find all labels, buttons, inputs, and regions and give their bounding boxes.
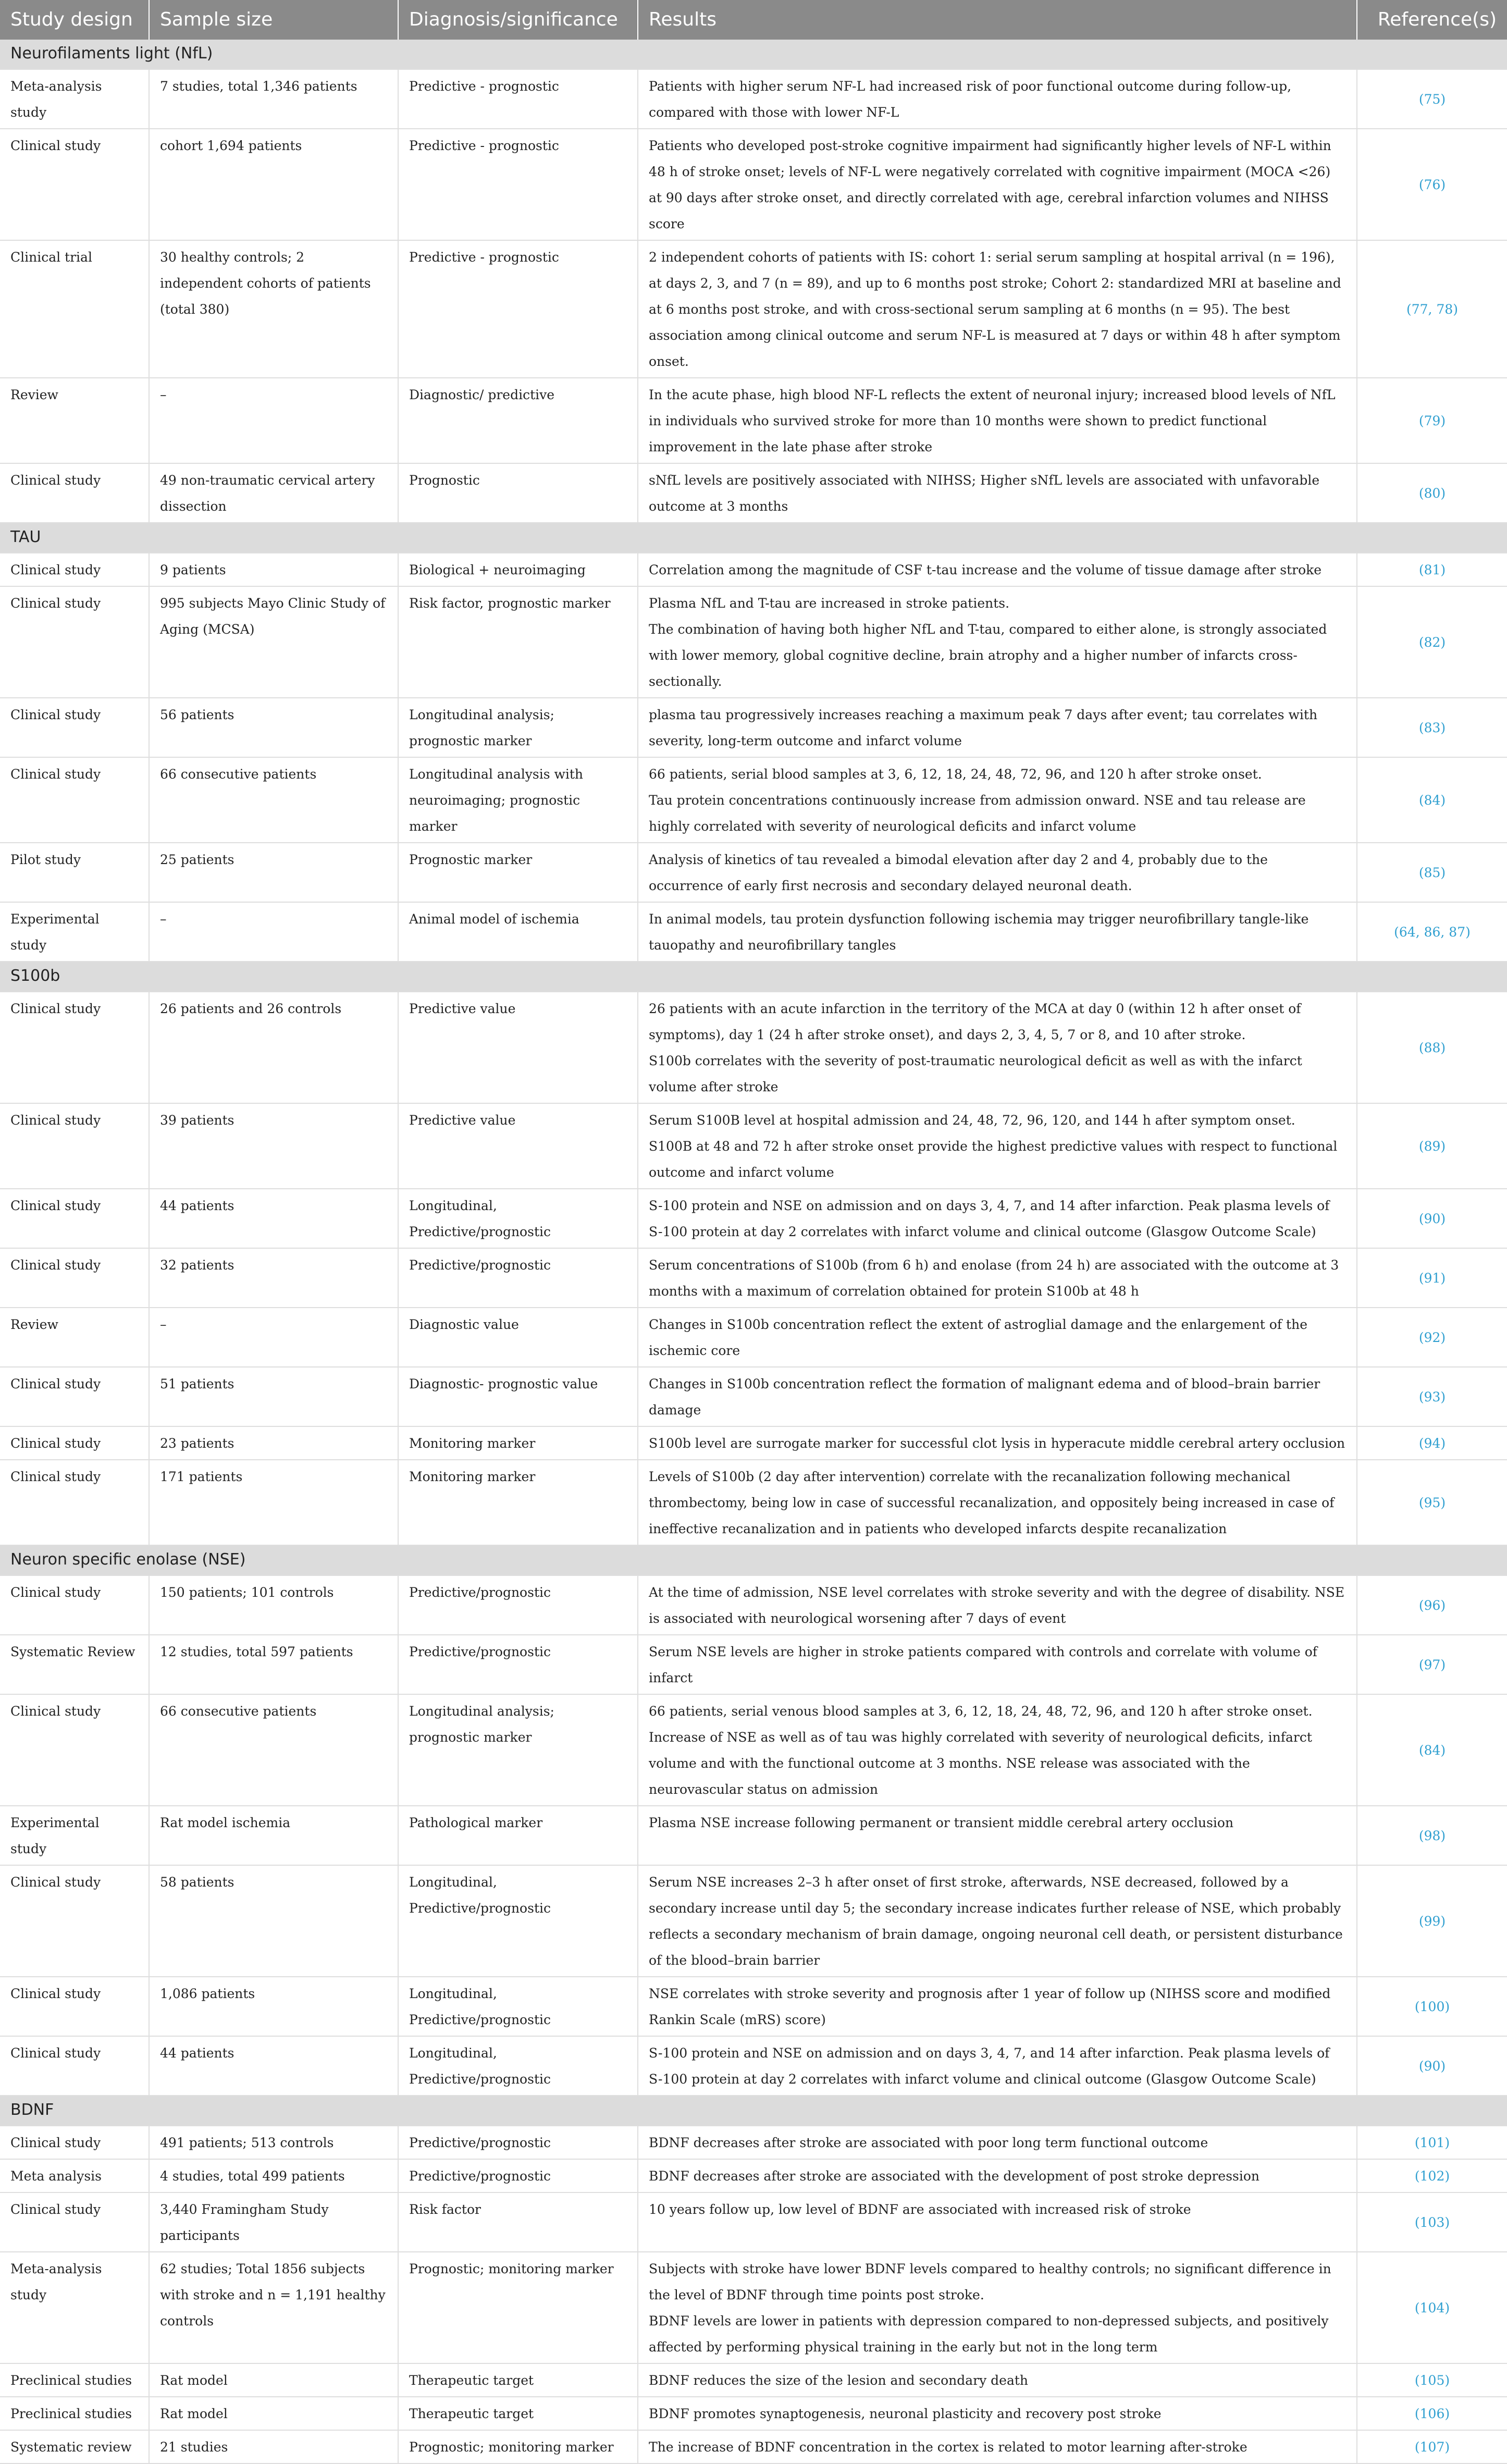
- diagnosis-cell: Predictive - prognostic: [398, 129, 638, 240]
- table-row: [0, 1575, 1507, 1635]
- results-paragraph: The increase of BDNF concentration in the cortex is related to motor learning after-stroke: [649, 2440, 1247, 2455]
- study-design-cell: Clinical study: [0, 1460, 149, 1545]
- sample-size-cell: 26 patients and 26 controls: [149, 992, 398, 1103]
- diagnosis-cell: Predictive/prognostic: [398, 1575, 638, 1635]
- reference-link[interactable]: (106): [1357, 2397, 1507, 2430]
- diagnosis-cell: Prognostic; monitoring marker: [398, 2252, 638, 2363]
- section-header-row: [0, 962, 1507, 992]
- table-row: [0, 1248, 1507, 1308]
- study-design-cell: Clinical study: [0, 586, 149, 698]
- sample-size-cell: Rat model ischemia: [149, 1806, 398, 1865]
- diagnosis-cell: Monitoring marker: [398, 1460, 638, 1545]
- header-references: Reference(s): [1357, 0, 1507, 40]
- study-design-cell: Clinical study: [0, 2192, 149, 2252]
- diagnosis-cell: Prognostic; monitoring marker: [398, 2430, 638, 2463]
- results-paragraph: BDNF reduces the size of the lesion and secondary death: [649, 2373, 1029, 2388]
- results-paragraph: 26 patients with an acute infarction in the territory of the MCA at day 0 (within 12 h after onset of symptoms), day 1 (24 h after stroke onset), and days 2, 3, 4, 5, 7 or 8, and 10 after stroke.: [649, 1001, 1301, 1042]
- results-cell: [638, 1865, 1357, 1977]
- results-paragraph: BDNF decreases after stroke are associated with poor long term functional outcome: [649, 2135, 1208, 2150]
- study-design-cell: Clinical study: [0, 698, 149, 757]
- results-cell: [638, 1977, 1357, 2036]
- reference-link[interactable]: (92): [1357, 1308, 1507, 1367]
- header-sample-size: Sample size: [149, 0, 398, 40]
- header-study-design: Study design: [0, 0, 149, 40]
- results-paragraph: Patients with higher serum NF-L had increased risk of poor functional outcome during follow-up, compared with those with lower NF-L: [649, 79, 1292, 120]
- reference-link[interactable]: (90): [1357, 2036, 1507, 2096]
- table-row: [0, 1426, 1507, 1460]
- sample-size-cell: 56 patients: [149, 698, 398, 757]
- results-cell: [638, 1806, 1357, 1865]
- diagnosis-cell: Longitudinal, Predictive/prognostic: [398, 1189, 638, 1248]
- study-design-cell: Clinical study: [0, 1189, 149, 1248]
- results-cell: [638, 757, 1357, 843]
- diagnosis-cell: Diagnostic value: [398, 1308, 638, 1367]
- diagnosis-cell: Predictive/prognostic: [398, 2159, 638, 2192]
- results-cell: [638, 1248, 1357, 1308]
- table-row: [0, 378, 1507, 463]
- study-design-cell: Clinical study: [0, 2126, 149, 2159]
- section-title: TAU: [0, 523, 1507, 553]
- sample-size-cell: –: [149, 902, 398, 962]
- results-cell: [638, 553, 1357, 586]
- table-row: [0, 129, 1507, 240]
- section-header-row: [0, 40, 1507, 69]
- study-design-cell: Preclinical studies: [0, 2397, 149, 2430]
- diagnosis-cell: Risk factor: [398, 2192, 638, 2252]
- table-row: [0, 69, 1507, 129]
- results-paragraph: 66 patients, serial venous blood samples at 3, 6, 12, 18, 24, 48, 72, 96, and 120 h after stroke onset.: [649, 1704, 1313, 1719]
- study-design-cell: Preclinical studies: [0, 2363, 149, 2397]
- results-paragraph: Changes in S100b concentration reflect the extent of astroglial damage and the enlargement of the ischemic core: [649, 1317, 1307, 1358]
- results-paragraph: sNfL levels are positively associated with NIHSS; Higher sNfL levels are associated with unfavorable outcome at 3 months: [649, 473, 1320, 514]
- results-paragraph: In the acute phase, high blood NF-L reflects the extent of neuronal injury; increased blood levels of NfL in individuals who survived stroke for more than 10 months were shown to predict functional improvement in the late phase after stroke: [649, 387, 1336, 454]
- table-row: [0, 1977, 1507, 2036]
- sample-size-cell: cohort 1,694 patients: [149, 129, 398, 240]
- section-title: Neuron specific enolase (NSE): [0, 1545, 1507, 1575]
- diagnosis-cell: Risk factor, prognostic marker: [398, 586, 638, 698]
- sample-size-cell: 66 consecutive patients: [149, 757, 398, 843]
- results-paragraph: Tau protein concentrations continuously increase from admission onward. NSE and tau release are highly correlated with severity of neurological deficits and infarct volume: [649, 793, 1306, 834]
- study-design-cell: Meta-analysis study: [0, 69, 149, 129]
- diagnosis-cell: Longitudinal analysis; prognostic marker: [398, 1694, 638, 1806]
- results-cell: [638, 586, 1357, 698]
- study-design-cell: Clinical study: [0, 553, 149, 586]
- diagnosis-cell: Longitudinal, Predictive/prognostic: [398, 2036, 638, 2096]
- sample-size-cell: 7 studies, total 1,346 patients: [149, 69, 398, 129]
- reference-link[interactable]: (102): [1357, 2159, 1507, 2192]
- results-paragraph: Subjects with stroke have lower BDNF levels compared to healthy controls; no significant difference in the level of BDNF through time points post stroke.: [649, 2261, 1331, 2302]
- sample-size-cell: 12 studies, total 597 patients: [149, 1635, 398, 1694]
- results-cell: [638, 2363, 1357, 2397]
- results-cell: [638, 2430, 1357, 2463]
- results-paragraph: Serum concentrations of S100b (from 6 h) and enolase (from 24 h) are associated with the outcome at 3 months with a maximum of correlation obtained for protein S100b at 48 h: [649, 1258, 1339, 1299]
- table-row: [0, 2036, 1507, 2096]
- diagnosis-cell: Biological + neuroimaging: [398, 553, 638, 586]
- reference-link[interactable]: (82): [1357, 586, 1507, 698]
- sample-size-cell: –: [149, 1308, 398, 1367]
- results-cell: [638, 2159, 1357, 2192]
- section-header-row: [0, 1545, 1507, 1575]
- results-cell: [638, 2192, 1357, 2252]
- reference-link[interactable]: (98): [1357, 1806, 1507, 1865]
- results-cell: [638, 2126, 1357, 2159]
- results-cell: [638, 698, 1357, 757]
- diagnosis-cell: Predictive value: [398, 1103, 638, 1189]
- study-design-cell: Clinical study: [0, 463, 149, 523]
- results-paragraph: Serum NSE increases 2–3 h after onset of first stroke, afterwards, NSE decreased, followed by a secondary increase until day 5; the secondary increase indicates further release of NSE, which probably reflects a secondary mechanism of brain damage, ongoing neuronal cell death, or persistent disturbance of the blood–brain barrier: [649, 1875, 1343, 1968]
- results-cell: [638, 843, 1357, 902]
- sample-size-cell: 9 patients: [149, 553, 398, 586]
- diagnosis-cell: Diagnostic- prognostic value: [398, 1367, 638, 1426]
- table-row: [0, 992, 1507, 1103]
- results-cell: [638, 2397, 1357, 2430]
- diagnosis-cell: Therapeutic target: [398, 2397, 638, 2430]
- study-design-cell: Meta analysis: [0, 2159, 149, 2192]
- results-paragraph: Analysis of kinetics of tau revealed a bimodal elevation after day 2 and 4, probably due to the occurrence of early first necrosis and secondary delayed neuronal death.: [649, 852, 1268, 893]
- study-design-cell: Clinical study: [0, 992, 149, 1103]
- results-paragraph: S-100 protein and NSE on admission and on days 3, 4, 7, and 14 after infarction. Peak plasma levels of S-100 protein at day 2 correlates with infarct volume and clinical outcome (Glasgow Outcome Scale): [649, 1198, 1330, 1239]
- diagnosis-cell: Pathological marker: [398, 1806, 638, 1865]
- results-cell: [638, 1189, 1357, 1248]
- diagnosis-cell: Longitudinal analysis; prognostic marker: [398, 698, 638, 757]
- sample-size-cell: 1,086 patients: [149, 1977, 398, 2036]
- header-results: Results: [638, 0, 1357, 40]
- results-cell: [638, 1460, 1357, 1545]
- results-cell: [638, 2036, 1357, 2096]
- reference-link[interactable]: (104): [1357, 2252, 1507, 2363]
- results-paragraph: S100b correlates with the severity of post-traumatic neurological deficit as well as with the infarct volume after stroke: [649, 1053, 1302, 1094]
- reference-link[interactable]: (91): [1357, 1248, 1507, 1308]
- table-row: [0, 1308, 1507, 1367]
- sample-size-cell: 51 patients: [149, 1367, 398, 1426]
- table-row: [0, 553, 1507, 586]
- table-row: [0, 1865, 1507, 1977]
- table-row: [0, 586, 1507, 698]
- results-cell: [638, 1575, 1357, 1635]
- results-paragraph: Correlation among the magnitude of CSF t-tau increase and the volume of tissue damage after stroke: [649, 562, 1322, 577]
- reference-link[interactable]: (99): [1357, 1865, 1507, 1977]
- study-design-cell: Clinical study: [0, 1426, 149, 1460]
- table-row: [0, 1367, 1507, 1426]
- diagnosis-cell: Predictive/prognostic: [398, 1248, 638, 1308]
- sample-size-cell: 39 patients: [149, 1103, 398, 1189]
- reference-link[interactable]: (96): [1357, 1575, 1507, 1635]
- results-cell: [638, 1308, 1357, 1367]
- diagnosis-cell: Predictive/prognostic: [398, 1635, 638, 1694]
- section-title: Neurofilaments light (NfL): [0, 40, 1507, 69]
- sample-size-cell: –: [149, 378, 398, 463]
- table-row: [0, 1460, 1507, 1545]
- results-paragraph: At the time of admission, NSE level correlates with stroke severity and with the degree of disability. NSE is associated with neurological worsening after 7 days of event: [649, 1585, 1345, 1626]
- table-row: [0, 1806, 1507, 1865]
- diagnosis-cell: Predictive/prognostic: [398, 2126, 638, 2159]
- header-row: [0, 0, 1507, 40]
- results-cell: [638, 1103, 1357, 1189]
- reference-link[interactable]: (85): [1357, 843, 1507, 902]
- results-cell: [638, 1694, 1357, 1806]
- table-row: [0, 2252, 1507, 2363]
- study-design-cell: Systematic review: [0, 2430, 149, 2463]
- results-paragraph: Serum NSE levels are higher in stroke patients compared with controls and correlate with volume of infarct: [649, 1644, 1318, 1685]
- study-design-cell: Clinical trial: [0, 240, 149, 378]
- study-design-cell: Clinical study: [0, 1977, 149, 2036]
- results-paragraph: BDNF promotes synaptogenesis, neuronal plasticity and recovery post stroke: [649, 2406, 1162, 2421]
- table-row: [0, 1635, 1507, 1694]
- reference-link[interactable]: (79): [1357, 378, 1507, 463]
- section-title: BDNF: [0, 2096, 1507, 2126]
- study-design-cell: Review: [0, 378, 149, 463]
- results-cell: [638, 992, 1357, 1103]
- table-row: [0, 463, 1507, 523]
- reference-link[interactable]: (77, 78): [1357, 240, 1507, 378]
- section-header-row: [0, 523, 1507, 553]
- results-paragraph: Changes in S100b concentration reflect the formation of malignant edema and of blood–brain barrier damage: [649, 1376, 1320, 1418]
- study-design-cell: Clinical study: [0, 1865, 149, 1977]
- table-body: [0, 40, 1507, 2463]
- results-cell: [638, 463, 1357, 523]
- results-cell: [638, 1367, 1357, 1426]
- results-paragraph: BDNF decreases after stroke are associated with the development of post stroke depression: [649, 2169, 1259, 2184]
- results-cell: [638, 902, 1357, 962]
- study-design-cell: Pilot study: [0, 843, 149, 902]
- study-design-cell: Clinical study: [0, 1694, 149, 1806]
- diagnosis-cell: Animal model of ischemia: [398, 902, 638, 962]
- table-row: [0, 240, 1507, 378]
- table-row: [0, 902, 1507, 962]
- section-header-row: [0, 2096, 1507, 2126]
- reference-link[interactable]: (88): [1357, 992, 1507, 1103]
- table-row: [0, 2159, 1507, 2192]
- diagnosis-cell: Longitudinal analysis with neuroimaging; prognostic marker: [398, 757, 638, 843]
- diagnosis-cell: Predictive - prognostic: [398, 240, 638, 378]
- sample-size-cell: 62 studies; Total 1856 subjects with stroke and n = 1,191 healthy controls: [149, 2252, 398, 2363]
- sample-size-cell: 30 healthy controls; 2 independent cohorts of patients (total 380): [149, 240, 398, 378]
- sample-size-cell: 49 non-traumatic cervical artery dissection: [149, 463, 398, 523]
- study-design-cell: Clinical study: [0, 129, 149, 240]
- sample-size-cell: 25 patients: [149, 843, 398, 902]
- table-row: [0, 2192, 1507, 2252]
- diagnosis-cell: Monitoring marker: [398, 1426, 638, 1460]
- table-row: [0, 2126, 1507, 2159]
- results-cell: [638, 1635, 1357, 1694]
- results-paragraph: The combination of having both higher NfL and T-tau, compared to either alone, is strongly associated with lower memory, global cognitive decline, brain atrophy and a higher number of infarcts cross-sectionally.: [649, 622, 1327, 689]
- sample-size-cell: 58 patients: [149, 1865, 398, 1977]
- results-paragraph: Plasma NfL and T-tau are increased in stroke patients.: [649, 596, 1010, 611]
- study-design-cell: Clinical study: [0, 2036, 149, 2096]
- results-paragraph: Serum S100B level at hospital admission and 24, 48, 72, 96, 120, and 144 h after symptom onset.: [649, 1113, 1295, 1128]
- results-paragraph: S100B at 48 and 72 h after stroke onset provide the highest predictive values with respect to functional outcome and infarct volume: [649, 1139, 1338, 1180]
- sample-size-cell: 21 studies: [149, 2430, 398, 2463]
- table-row: [0, 757, 1507, 843]
- table-row: [0, 843, 1507, 902]
- table-row: [0, 698, 1507, 757]
- sample-size-cell: 995 subjects Mayo Clinic Study of Aging (MCSA): [149, 586, 398, 698]
- sample-size-cell: 150 patients; 101 controls: [149, 1575, 398, 1635]
- sample-size-cell: 23 patients: [149, 1426, 398, 1460]
- sample-size-cell: 32 patients: [149, 1248, 398, 1308]
- reference-link[interactable]: (94): [1357, 1426, 1507, 1460]
- reference-link[interactable]: (97): [1357, 1635, 1507, 1694]
- results-cell: [638, 2252, 1357, 2363]
- results-paragraph: Patients who developed post-stroke cognitive impairment had significantly higher levels of NF-L within 48 h of stroke onset; levels of NF-L were negatively correlated with cognitive impairment (MOCA <26) at 90 days after stroke onset, and directly correlated with age, cerebral infarction volumes and NIHSS score: [649, 138, 1331, 231]
- results-paragraph: 10 years follow up, low level of BDNF are associated with increased risk of stroke: [649, 2202, 1191, 2217]
- table-row: [0, 2397, 1507, 2430]
- reference-link[interactable]: (89): [1357, 1103, 1507, 1189]
- table-row: [0, 2363, 1507, 2397]
- sample-size-cell: Rat model: [149, 2363, 398, 2397]
- sample-size-cell: 171 patients: [149, 1460, 398, 1545]
- results-paragraph: 66 patients, serial blood samples at 3, 6, 12, 18, 24, 48, 72, 96, and 120 h after stroke onset.: [649, 767, 1262, 782]
- reference-link[interactable]: (76): [1357, 129, 1507, 240]
- diagnosis-cell: Prognostic: [398, 463, 638, 523]
- reference-link[interactable]: (107): [1357, 2430, 1507, 2463]
- reference-link[interactable]: (93): [1357, 1367, 1507, 1426]
- reference-link[interactable]: (105): [1357, 2363, 1507, 2397]
- study-design-cell: Clinical study: [0, 757, 149, 843]
- study-design-cell: Clinical study: [0, 1575, 149, 1635]
- header-diagnosis: Diagnosis/significance: [398, 0, 638, 40]
- sample-size-cell: 44 patients: [149, 1189, 398, 1248]
- results-cell: [638, 129, 1357, 240]
- results-paragraph: Levels of S100b (2 day after intervention) correlate with the recanalization following mechanical thrombectomy, being low in case of successful recanalization, and oppositely being increased in case of ineffective recanalization and in patients who developed infarcts despite recanalization: [649, 1469, 1335, 1536]
- reference-link[interactable]: (64, 86, 87): [1357, 902, 1507, 962]
- reference-link[interactable]: (80): [1357, 463, 1507, 523]
- table-row: [0, 1189, 1507, 1248]
- reference-link[interactable]: (100): [1357, 1977, 1507, 2036]
- results-paragraph: In animal models, tau protein dysfunction following ischemia may trigger neurofibrillary tangle-like tauopathy and neurofibrillary tangles: [649, 911, 1309, 953]
- table-row: [0, 1694, 1507, 1806]
- reference-link[interactable]: (75): [1357, 69, 1507, 129]
- sample-size-cell: 44 patients: [149, 2036, 398, 2096]
- sample-size-cell: 66 consecutive patients: [149, 1694, 398, 1806]
- sample-size-cell: 4 studies, total 499 patients: [149, 2159, 398, 2192]
- diagnosis-cell: Diagnostic/ predictive: [398, 378, 638, 463]
- results-paragraph: S-100 protein and NSE on admission and on days 3, 4, 7, and 14 after infarction. Peak plasma levels of S-100 protein at day 2 correlates with infarct volume and clinical outcome (Glasgow Outcome Scale): [649, 2046, 1330, 2087]
- table-row: [0, 2430, 1507, 2463]
- table-row: [0, 1103, 1507, 1189]
- reference-link[interactable]: (95): [1357, 1460, 1507, 1545]
- diagnosis-cell: Therapeutic target: [398, 2363, 638, 2397]
- results-paragraph: BDNF levels are lower in patients with depression compared to non-depressed subjects, and positively affected by performing physical training in the early but not in the long term: [649, 2313, 1329, 2355]
- results-paragraph: S100b level are surrogate marker for successful clot lysis in hyperacute middle cerebral artery occlusion: [649, 1436, 1345, 1451]
- reference-link[interactable]: (103): [1357, 2192, 1507, 2252]
- diagnosis-cell: Prognostic marker: [398, 843, 638, 902]
- section-title: S100b: [0, 962, 1507, 992]
- sample-size-cell: 491 patients; 513 controls: [149, 2126, 398, 2159]
- study-design-cell: Experimental study: [0, 1806, 149, 1865]
- results-cell: [638, 378, 1357, 463]
- reference-link[interactable]: (84): [1357, 757, 1507, 843]
- sample-size-cell: 3,440 Framingham Study participants: [149, 2192, 398, 2252]
- study-design-cell: Systematic Review: [0, 1635, 149, 1694]
- study-design-cell: Experimental study: [0, 902, 149, 962]
- results-cell: [638, 1426, 1357, 1460]
- diagnosis-cell: Predictive value: [398, 992, 638, 1103]
- study-design-cell: Clinical study: [0, 1103, 149, 1189]
- reference-link[interactable]: (81): [1357, 553, 1507, 586]
- study-design-cell: Clinical study: [0, 1367, 149, 1426]
- results-paragraph: NSE correlates with stroke severity and prognosis after 1 year of follow up (NIHSS score and modified Rankin Scale (mRS) score): [649, 1986, 1331, 2027]
- results-cell: [638, 240, 1357, 378]
- study-design-cell: Review: [0, 1308, 149, 1367]
- reference-link[interactable]: (83): [1357, 698, 1507, 757]
- reference-link[interactable]: (101): [1357, 2126, 1507, 2159]
- results-paragraph: 2 independent cohorts of patients with IS: cohort 1: serial serum sampling at hospital arrival (n = 196), at days 2, 3, and 7 (n = 89), and up to 6 months post stroke; Cohort 2: standardized MRI at baseline and at 6 months post stroke, and with cross-sectional serum sampling at 6 months (n = 95). The best association among clinical outcome and serum NF-L is measured at 7 days or within 48 h after symptom onset.: [649, 250, 1341, 369]
- diagnosis-cell: Predictive - prognostic: [398, 69, 638, 129]
- results-cell: [638, 69, 1357, 129]
- results-paragraph: Increase of NSE as well as of tau was highly correlated with severity of neurological deficits, infarct volume and with the functional outcome at 3 months. NSE release was associated with the neurovascular status on admission: [649, 1730, 1312, 1797]
- study-design-cell: Meta-analysis study: [0, 2252, 149, 2363]
- results-paragraph: plasma tau progressively increases reaching a maximum peak 7 days after event; tau correlates with severity, long-term outcome and infarct volume: [649, 707, 1318, 748]
- reference-link[interactable]: (90): [1357, 1189, 1507, 1248]
- diagnosis-cell: Longitudinal, Predictive/prognostic: [398, 1977, 638, 2036]
- diagnosis-cell: Longitudinal, Predictive/prognostic: [398, 1865, 638, 1977]
- results-paragraph: Plasma NSE increase following permanent or transient middle cerebral artery occlusion: [649, 1815, 1234, 1830]
- reference-link[interactable]: (84): [1357, 1694, 1507, 1806]
- sample-size-cell: Rat model: [149, 2397, 398, 2430]
- study-design-cell: Clinical study: [0, 1248, 149, 1308]
